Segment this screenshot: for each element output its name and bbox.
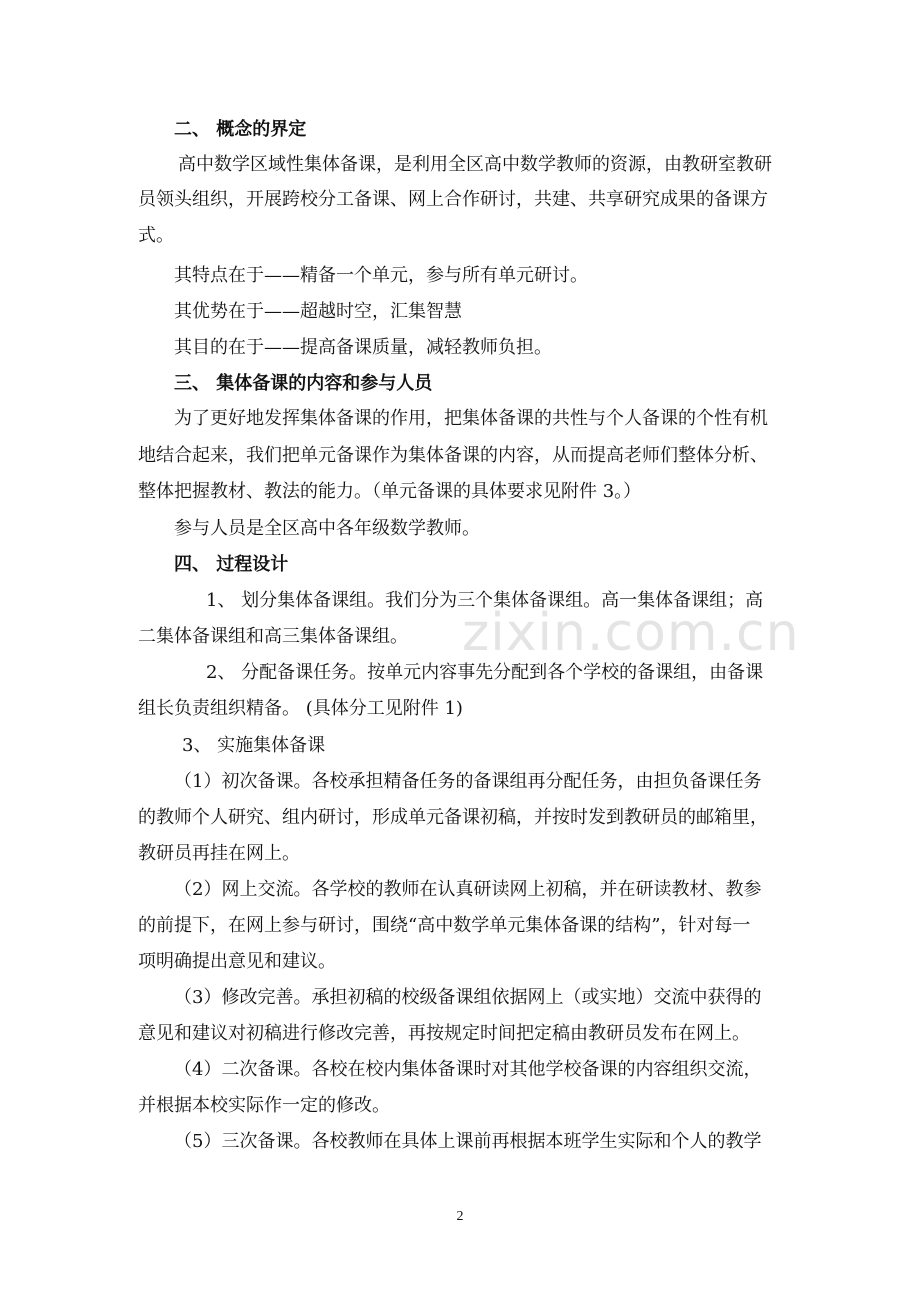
section-heading-4: 四、 过程设计	[174, 554, 289, 575]
watermark: zixin.com.cn	[462, 603, 800, 663]
paragraph-line: （2）网上交流。各学校的教师在认真研读网上初稿，并在研读教材、教参	[174, 879, 762, 900]
paragraph-line: 式。	[138, 225, 174, 246]
paragraph-line: 其优势在于——超越时空，汇集智慧	[174, 301, 462, 322]
paragraph-line: 其目的在于——提高备课质量，减轻教师负担。	[174, 337, 552, 358]
subsection-heading: 3、 实施集体备课	[182, 735, 326, 756]
paragraph-line: 员领头组织，开展跨校分工备课、网上合作研讨，共建、共享研究成果的备课方	[138, 189, 768, 210]
paragraph-line: 并根据本校实际作一定的修改。	[138, 1095, 390, 1116]
paragraph-line: 1、 划分集体备课组。我们分为三个集体备课组。高一集体备课组；高	[206, 590, 764, 611]
paragraph-line: （3）修改完善。承担初稿的校级备课组依据网上（或实地）交流中获得的	[174, 987, 762, 1008]
paragraph-line: （5）三次备课。各校教师在具体上课前再根据本班学生实际和个人的教学	[174, 1131, 762, 1152]
paragraph-line: 参与人员是全区高中各年级数学教师。	[174, 518, 480, 539]
paragraph-line: 地结合起来，我们把单元备课作为集体备课的内容，从而提高老师们整体分析、	[138, 445, 768, 466]
paragraph-line: （1）初次备课。各校承担精备任务的备课组再分配任务，由担负备课任务	[174, 771, 762, 792]
paragraph-line: 为了更好地发挥集体备课的作用，把集体备课的共性与个人备课的个性有机	[174, 408, 768, 429]
paragraph-line: 组长负责组织精备。 (具体分工见附件 1)	[138, 698, 463, 719]
paragraph-line: 2、 分配备课任务。按单元内容事先分配到各个学校的备课组，由备课	[206, 662, 764, 683]
paragraph-line: 整体把握教材、教法的能力。（单元备课的具体要求见附件 3。）	[138, 481, 642, 502]
page-number: 2	[456, 1209, 464, 1224]
paragraph-line: 项明确提出意见和建议。	[138, 951, 336, 972]
paragraph-line: 二集体备课组和高三集体备课组。	[138, 626, 408, 647]
paragraph-line: 其特点在于——精备一个单元，参与所有单元研讨。	[174, 265, 588, 286]
paragraph-line: 的前提下，在网上参与研讨，围绕“高中数学单元集体备课的结构”，针对每一	[138, 915, 751, 936]
paragraph-line: 的教师个人研究、组内研讨，形成单元备课初稿，并按时发到教研员的邮箱里，	[138, 807, 768, 828]
paragraph-line: 教研员再挂在网上。	[138, 843, 300, 864]
section-heading-3: 三、 集体备课的内容和参与人员	[174, 373, 433, 394]
paragraph-line: 高中数学区域性集体备课，是利用全区高中数学教师的资源，由教研室教研	[178, 154, 772, 175]
paragraph-line: 意见和建议对初稿进行修改完善，再按规定时间把定稿由教研员发布在网上。	[138, 1023, 750, 1044]
paragraph-line: （4）二次备课。各校在校内集体备课时对其他学校备课的内容组织交流，	[174, 1059, 762, 1080]
section-heading-2: 二、 概念的界定	[174, 119, 307, 140]
